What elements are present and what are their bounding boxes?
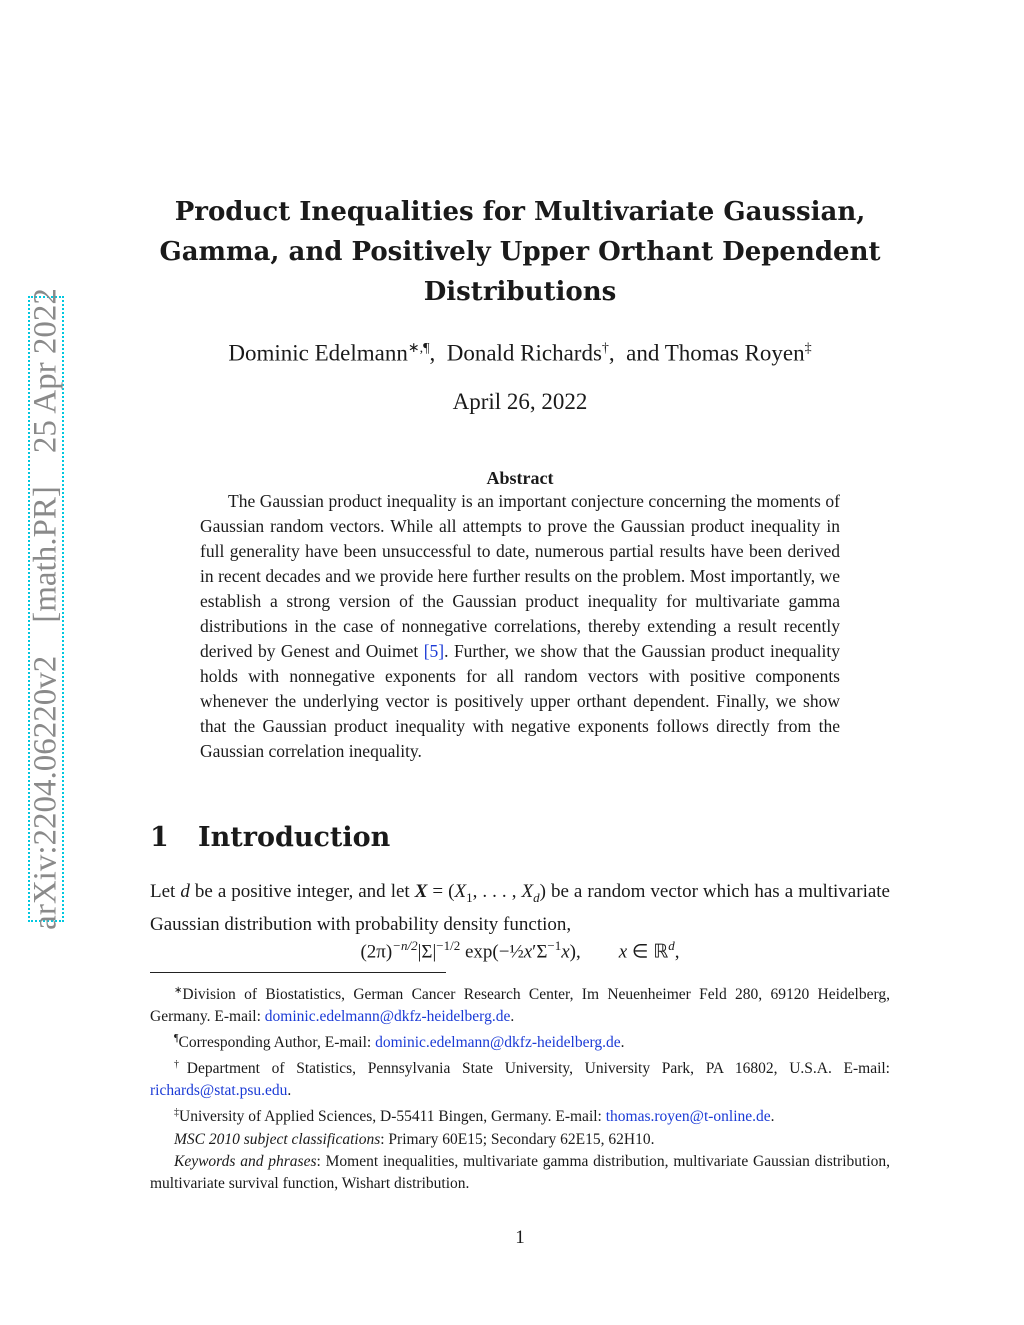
footnote-text: Division of Biostatistics, German Cancer Research Center, Im Neuenheimer Feld 280, 69120 Heidelberg, Germany. E-mail: <box>150 986 890 1026</box>
eq-exponent: −1/2 <box>436 938 461 953</box>
arxiv-identifier[interactable]: arXiv:2204.06220v2 <box>27 655 64 930</box>
msc-label: MSC 2010 subject classifications <box>174 1130 381 1148</box>
page-number: 1 <box>515 1227 525 1248</box>
eq-part: ), <box>569 941 581 963</box>
email-link[interactable]: richards@stat.psu.edu <box>150 1082 288 1100</box>
keywords-label: Keywords and phrases <box>174 1152 317 1170</box>
paper-date: April 26, 2022 <box>452 389 588 414</box>
abstract-text-part: The Gaussian product inequality is an important conjecture concerning the moments of Gaussian random vectors. While all attempts to prove the Gaussian product inequality in full generality have been unsuccessful to date, numerous partial results have been derived in recent decades and we provide here further results on the problem. Most importantly, we establish a strong version of the Gaussian product inequality for multivariate gamma distributions in the case of nonnegative correlations, thereby extending a result recently derived by Genest and Ouimet <box>200 491 840 661</box>
author-separator: , and <box>608 340 665 366</box>
eq-part: (2π) <box>360 941 393 963</box>
footnote-text: . <box>510 1008 515 1026</box>
section-title: Introduction <box>198 822 391 853</box>
eq-var: x <box>561 941 570 963</box>
section-heading <box>150 822 390 853</box>
eq-part: |Σ| <box>417 941 437 963</box>
footnotes <box>150 980 890 1195</box>
footnote-text: Department of Statistics, Pennsylvania State University, University Park, PA 16802, U.S.A. E-mail: <box>186 1060 890 1078</box>
footnote-mark: ‡ <box>174 1107 179 1119</box>
citation-link[interactable]: [5] <box>423 641 445 661</box>
footnote-text: . <box>770 1108 775 1126</box>
arxiv-stamp[interactable] <box>28 288 65 930</box>
footnote-mark: † <box>174 1059 187 1071</box>
eq-part: , <box>674 941 680 963</box>
msc-classification <box>150 1129 890 1151</box>
arxiv-category: [math.PR] <box>27 486 64 623</box>
eq-var: x <box>618 941 628 963</box>
section-number: 1 <box>150 822 169 853</box>
footnote <box>150 980 890 1028</box>
eq-part: ′Σ <box>532 941 548 963</box>
density-equation <box>150 938 890 963</box>
email-link[interactable]: dominic.edelmann@dkfz-heidelberg.de <box>375 1034 621 1052</box>
author-marks: ∗,¶ <box>407 341 430 356</box>
keywords <box>150 1151 890 1195</box>
footnote-mark: ¶ <box>174 1033 179 1045</box>
title-line: Gamma, and Positively Upper Orthant Dependent <box>159 237 881 267</box>
msc-text: : Primary 60E15; Secondary 62E15, 62H10. <box>380 1130 655 1148</box>
abstract-heading: Abstract <box>486 468 554 488</box>
math-vector: X <box>414 881 428 902</box>
arxiv-date: 25 Apr 2022 <box>27 288 64 454</box>
paper-title <box>130 192 910 312</box>
math-subscript: 1 <box>466 889 473 905</box>
eq-exponent: d <box>668 938 675 953</box>
math-var: X <box>454 881 467 902</box>
text-run: = ( <box>427 881 455 902</box>
eq-gap <box>581 941 619 962</box>
footnote <box>150 1054 890 1102</box>
text-run: be a positive integer, and let <box>189 881 415 902</box>
eq-part: exp(− <box>460 941 510 963</box>
author-marks: ‡ <box>804 341 812 356</box>
title-line: Product Inequalities for Multivariate Gaussian, <box>174 197 866 227</box>
text-run: ) be a random vector which has a multivariate Gaussian distribution with probability density function, <box>150 881 890 935</box>
math-var: X <box>521 881 534 902</box>
footnote <box>150 1102 890 1128</box>
intro-paragraph <box>150 878 890 938</box>
footnote <box>150 1028 890 1054</box>
author-separator: , <box>429 340 447 366</box>
author-list <box>130 340 910 367</box>
footnote-text: Corresponding Author, E-mail: <box>178 1034 376 1052</box>
math-subscript: d <box>533 889 540 905</box>
footnote-mark: ∗ <box>174 985 183 996</box>
footnote-text: . <box>287 1082 292 1100</box>
email-link[interactable]: dominic.edelmann@dkfz-heidelberg.de <box>264 1008 511 1026</box>
text-run: , . . . , <box>472 881 522 902</box>
text-run: Let <box>150 881 181 902</box>
math-var: d <box>180 881 190 902</box>
eq-var: x <box>523 941 533 963</box>
author-name: Donald Richards <box>446 340 602 366</box>
email-link[interactable]: thomas.royen@t-online.de <box>605 1108 771 1126</box>
title-line: Distributions <box>423 277 617 307</box>
abstract-text <box>200 489 840 764</box>
footnote-rule <box>150 972 446 973</box>
footnote-text: . <box>620 1034 625 1052</box>
keywords-text: : Moment inequalities, multivariate gamma distribution, multivariate Gaussian distribution, multivariate survival function, Wishart distribution. <box>150 1152 890 1192</box>
footnote-text: University of Applied Sciences, D-55411 Bingen, Germany. E-mail: <box>179 1108 606 1126</box>
abstract-text-part: . Further, we show that the Gaussian product inequality holds with nonnegative exponents for all random vectors with positive components whenever the underlying vector is positively upper orthant dependent. Finally, we show that the Gaussian product inequality with negative exponents follows directly from the Gaussian correlation inequality. <box>200 641 840 761</box>
author-marks: † <box>601 341 609 356</box>
eq-part: ∈ ℝ <box>627 941 669 963</box>
author-name: Dominic Edelmann <box>228 340 408 366</box>
author-name: Thomas Royen <box>664 340 805 366</box>
eq-exponent: −n/2 <box>392 938 418 953</box>
eq-exponent: −1 <box>547 938 562 953</box>
eq-fraction: ½ <box>509 941 524 963</box>
